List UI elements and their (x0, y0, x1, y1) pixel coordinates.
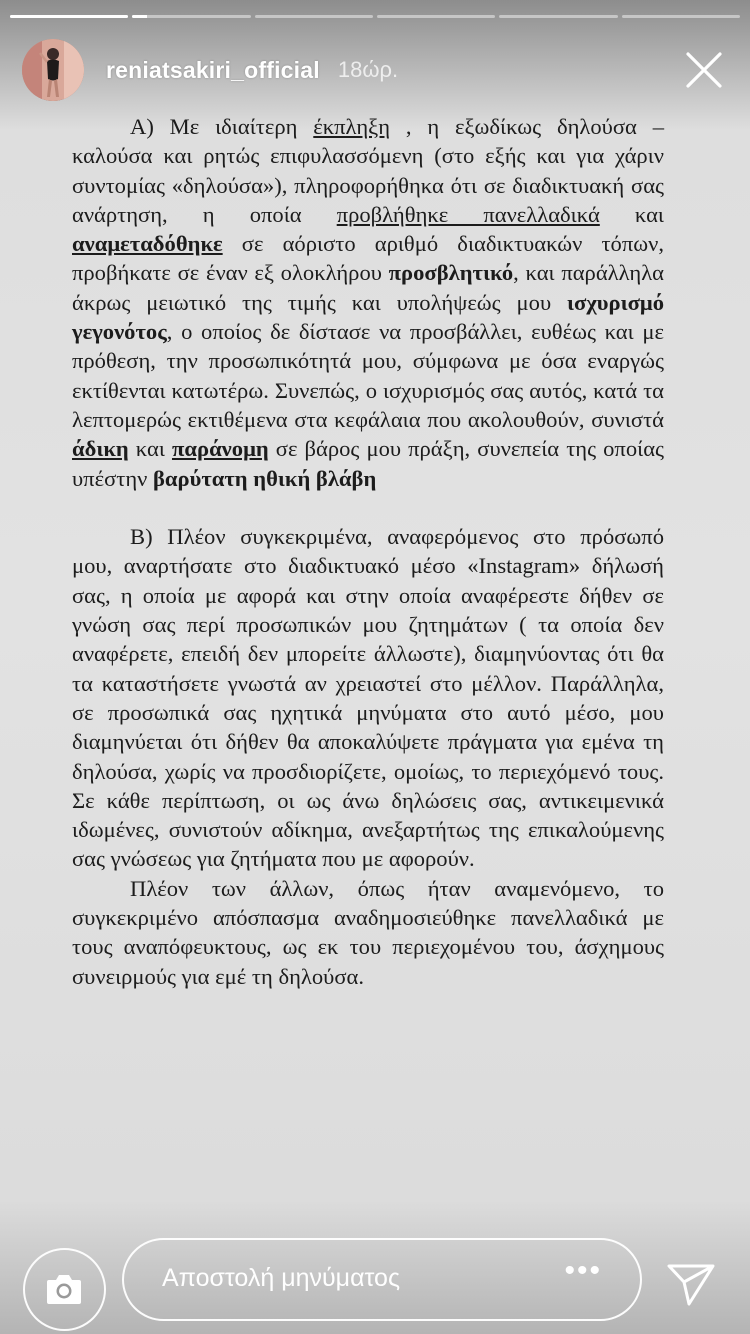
progress-segment (499, 15, 617, 18)
text-run: και (599, 201, 664, 227)
camera-icon (45, 1272, 83, 1306)
paragraph-b: Β) Πλέον συγκεκριμένα, αναφερόμενος στο πρόσωπό μου, αναρτήσατε στο διαδικτυακό μέσο «Instagram» δήλωσή σας, η οποία με αφορά και στην οποία αναφέρεστε δήθεν σε γνώση σας περί προσωπικών μου ζητημάτων ( τα οποία δεν αναφέρετε, επειδή δεν μπορείτε άλλωστε), διαμηνύοντας ότι θα τα καταστήσετε γνωστά αν χρειαστεί στο μέλλον. Παράλληλα, σε προσωπικά σας ηχητικά μηνύματα στο αυτό μέσο, μου διαμηνύεται ότι δήθεν θα αποκαλύψετε πράγματα για εμένα τη δηλούσα, χωρίς να προσδιορίζετε, ομοίως, το περιεχόμενό τους. Σε κάθε περίπτωση, οι ως άνω δηλώσεις σας, αντικειμενικά ιδωμένες, συνιστούν αδίκημα, ανεξαρτήτως της επικαλούμενης σας γνώσεως για ζητήματα που με αφορούν. (72, 524, 664, 872)
bold-text: βαρύτατη ηθική βλάβη (153, 465, 377, 491)
username[interactable]: reniatsakiri_official (106, 56, 320, 83)
underlined-text: έκπληξη (313, 114, 391, 139)
send-button[interactable] (665, 1258, 717, 1310)
text-run: σε βάρος μου πράξη, συνεπεία της οποίας υπέστην (72, 436, 665, 491)
text-run: , η εξωδίκως δηλούσα – καλούσα και ρητώς επιφυλασσόμενη (στο εξής και για χάριν συντομίας «δηλούσα»), πληροφορήθηκα ότι σε διαδικτυακή σας ανάρτηση, η οποία (72, 114, 664, 227)
text-run: Α) Με ιδιαίτερη (130, 114, 314, 139)
underlined-text: προβλήθηκε πανελλαδικά (336, 201, 600, 227)
more-icon[interactable]: ••• (564, 1254, 602, 1287)
text-run: , και παράλληλα άκρως μειωτικό της τιμής και υπολήψεώς μου (72, 260, 664, 315)
legal-document (72, 112, 664, 991)
avatar[interactable] (22, 39, 84, 101)
paragraph-a (72, 112, 664, 493)
bold-text: προσβλητικό (388, 260, 514, 286)
paragraph-c: Πλέον των άλλων, όπως ήταν αναμενόμενο, το συγκεκριμένο απόσπασμα αναδημοσιεύθηκε πανελλαδικά με τους αναπόφευκτους, ως εκ του περιεχομένου του, άσχημους συνειρμούς για εμέ τη δηλούσα. (72, 875, 664, 989)
progress-segment (132, 15, 250, 18)
story-progress (10, 15, 740, 19)
bold-underlined-text: παράνομη (171, 436, 269, 462)
progress-fill (132, 15, 146, 18)
text-run: και (128, 436, 172, 462)
progress-segment (622, 15, 740, 18)
progress-segment (377, 15, 495, 18)
close-icon (680, 46, 728, 94)
send-icon (665, 1258, 717, 1310)
avatar-photo (22, 39, 84, 101)
close-button[interactable] (680, 46, 728, 94)
bold-underlined-text: αναμεταδόθηκε (72, 231, 223, 257)
camera-button[interactable] (23, 1248, 106, 1331)
progress-segment (10, 15, 128, 18)
bold-text: ισχυρισμό γεγονότος (72, 289, 664, 345)
message-input[interactable] (122, 1238, 642, 1321)
reply-bar (0, 1238, 750, 1324)
story-header (22, 38, 732, 102)
text-run: , ο οποίος δε δίστασε να προσβάλλει, ευθέως και με πρόθεση, την προσωπικότητά μου, σύμφωνα με όσα εναργώς εκτίθενται κατωτέρω. Συνεπώς, ο ισχυρισμός σας αυτός, κατά τα λεπτομερώς εκτιθέμενα στα κεφάλαια που ακολουθούν, συνιστά (72, 319, 664, 432)
post-time: 18ώρ. (337, 57, 399, 82)
progress-fill (10, 15, 128, 18)
text-run: σε αόριστο αριθμό διαδικτυακών τόπων, προβήκατε σε έναν εξ ολοκλήρου (72, 231, 664, 286)
progress-segment (255, 15, 373, 18)
bold-underlined-text: άδικη (72, 436, 129, 462)
message-placeholder: Αποστολή μηνύματος (162, 1264, 401, 1292)
